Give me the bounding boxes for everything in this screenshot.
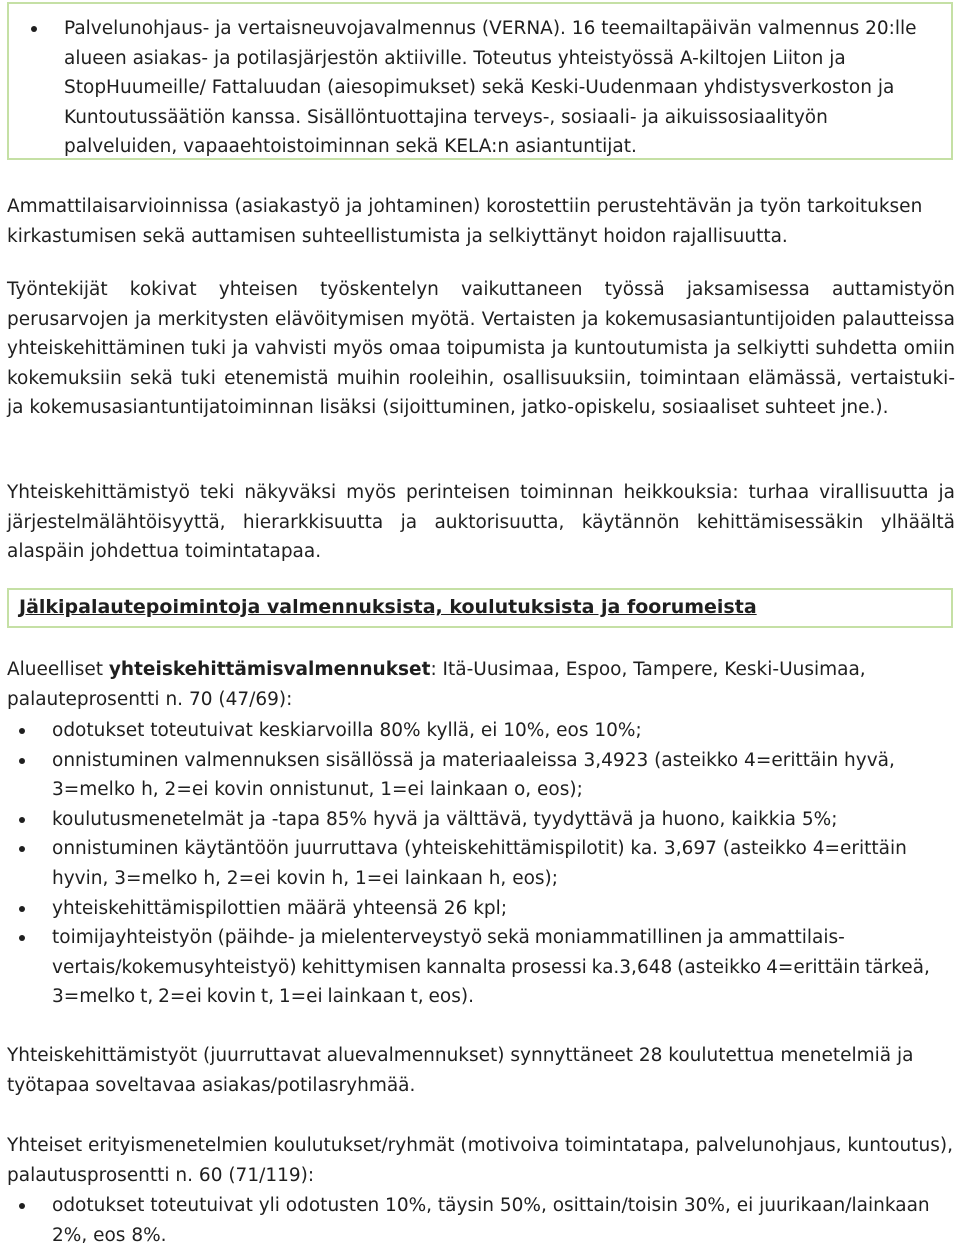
list-item: onnistuminen käytäntöön juurruttava (yhteiskehittämispilotit) ka. 3,697 (asteikko 4=erittäin hyvin, 3=melko h, 2=ei kovin h, 1=ei lainkaan h, eos); — [7, 834, 955, 893]
list-item: odotukset toteutuivat keskiarvoilla 80% kyllä, ei 10%, eos 10%; — [7, 716, 955, 746]
verna-bullet-item: Palvelunohjaus- ja vertaisneuvojavalmennus (VERNA). 16 teemailtapäivän valmennus 20:lle alueen asiakas- ja potilasjärjestön aktiiville. Toteutus yhteistyössä A-kiltojen Liiton ja StopHuumeille/ Fattaluudan (aiesopimukset) sekä Keski-Uudenmaan yhdistysverkoston ja Kuntoutussäätiön kanssa. Sisällöntuottajina terveys-, sosiaali- ja aikuissosiaalityön palveluiden, vapaaehtoistoiminnan sekä KELA:n asiantuntijat. — [19, 14, 943, 162]
paragraph-professional-assessment: Ammattilaisarvioinnissa (asiakastyö ja johtaminen) korostettiin perustehtävän ja työn tarkoituksen kirkastumisen sekä auttamisen suhteellistumista ja selkiyttänyt hoidon rajallisuutta. — [7, 196, 923, 247]
section-heading: Jälkipalautepoimintoja valmennuksista, koulutuksista ja foorumeista — [19, 596, 757, 618]
section-heading-box — [7, 588, 953, 628]
paragraph-regional-intro — [7, 655, 955, 714]
paragraph-trained-groups: Yhteiskehittämistyöt (juurruttavat aluevalmennukset) synnyttäneet 28 koulutettua menetelmiä ja työtapaa soveltavaa asiakas/potilasryhmää. — [7, 1045, 914, 1096]
paragraph-joint-trainings: Yhteiset erityismenetelmien koulutukset/ryhmät (motivoiva toimintatapa, palvelunohjaus, kuntoutus), palautusprosentti n. 60 (71/119): — [7, 1135, 953, 1186]
regional-feedback-list — [7, 716, 955, 1012]
list-item: onnistuminen valmennuksen sisällössä ja materiaaleissa 3,4923 (asteikko 4=erittäin hyvä, 3=melko h, 2=ei kovin onnistunut, 1=ei lainkaan o, eos); — [7, 746, 955, 805]
list-item: odotukset toteutuivat yli odotusten 10%, täysin 50%, osittain/toisin 30%, ei juurikaan/lainkaan 2%, eos 8%. — [7, 1191, 955, 1250]
verna-highlight-box — [7, 2, 953, 160]
paragraph-employee-experience: Työntekijät kokivat yhteisen työskentelyn vaikuttaneen työssä jaksamisessa auttamistyön perusarvojen ja merkitysten elävöitymisen myötä. Vertaisten ja kokemusasiantuntijoiden palautteissa yhteiskehittäminen tuki ja vahvisti myös omaa toipumista ja kuntoutumista ja selkiytti suhdetta omiin kokemuksiin sekä tuki etenemistä muihin rooleihin, osallisuuksiin, toimintaan elämässä, vertaistuki- ja kokemusasiantuntijatoiminnan lisäksi (sijoittuminen, jatko-opiskelu, sosiaaliset suhteet jne.). — [7, 279, 955, 419]
intro-suffix: : Itä-Uusimaa, Espoo, Tampere, Keski-Uusimaa, palauteprosentti n. 70 (47/69): — [7, 659, 866, 710]
paragraph-weaknesses: Yhteiskehittämistyö teki näkyväksi myös perinteisen toiminnan heikkouksia: turhaa virallisuutta ja järjestelmälähtöisyyttä, hierarkkisuutta ja auktorisuutta, käytännön kehittämisessäkin ylhäältä alaspäin johdettua toimintatapaa. — [7, 482, 955, 563]
list-item: toimijayhteistyön (päihde- ja mielenterveystyö sekä moniammatillinen ja ammattilais-vertais/kokemusyhteistyö) kehittymisen kannalta prosessi ka.3,648 (asteikko 4=erittäin tärkeä, 3=melko t, 2=ei kovin t, 1=ei lainkaan t, eos). — [7, 923, 955, 1012]
list-item: yhteiskehittämispilottien määrä yhteensä 26 kpl; — [7, 894, 955, 924]
joint-training-feedback-list — [7, 1191, 955, 1250]
verna-bullet-list — [19, 14, 943, 162]
intro-bold-term: yhteiskehittämisvalmennukset — [108, 659, 431, 680]
intro-prefix: Alueelliset — [7, 659, 109, 680]
list-item: koulutusmenetelmät ja -tapa 85% hyvä ja välttävä, tyydyttävä ja huono, kaikkia 5%; — [7, 805, 955, 835]
